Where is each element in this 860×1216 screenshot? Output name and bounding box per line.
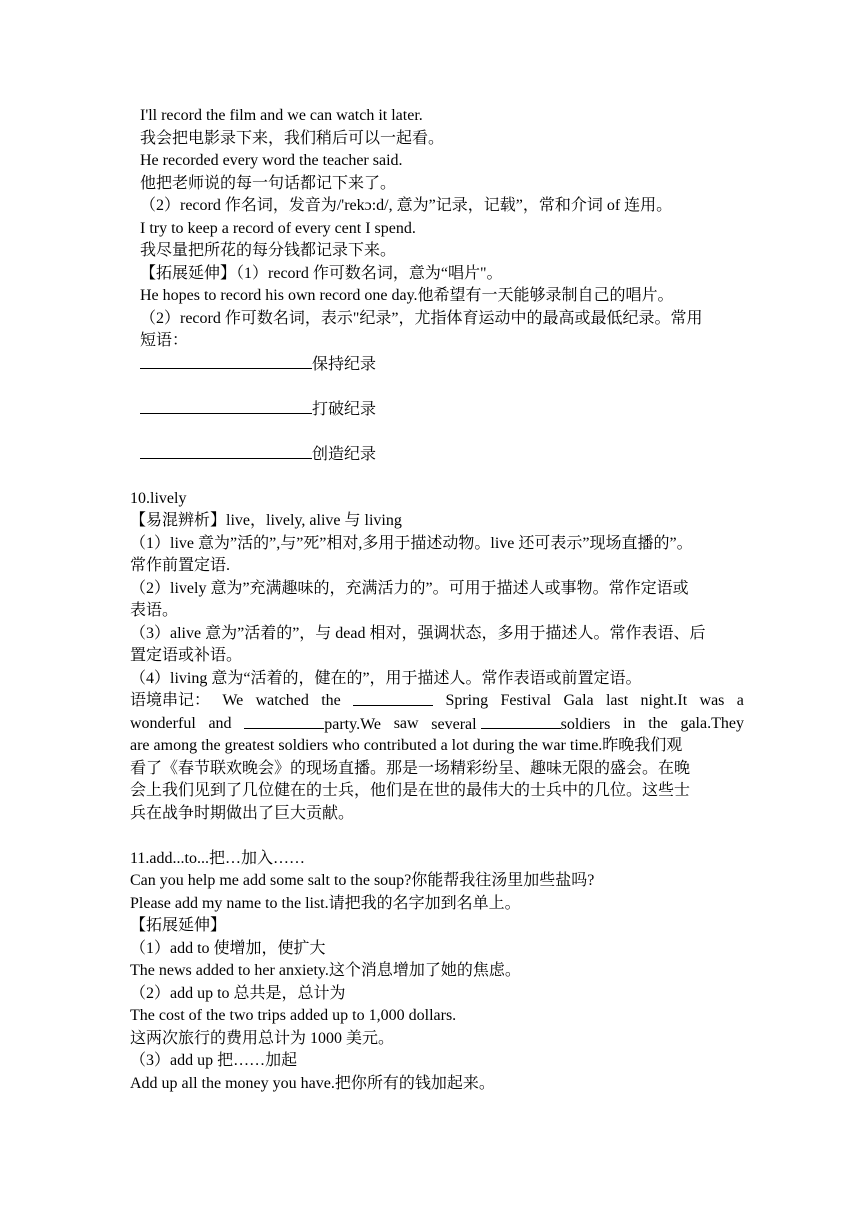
context-word: Spring xyxy=(445,692,489,709)
context-word: party.We xyxy=(324,716,382,733)
alive-note-line1: （3）alive 意为”活着的”，与 dead 相对，强调状态，多用于描述人。常作表语、后 xyxy=(130,625,706,642)
blank-word-group xyxy=(244,713,381,735)
context-word: a xyxy=(736,692,744,709)
confusion-analysis-line xyxy=(130,510,402,532)
context-word: Festival xyxy=(500,692,552,709)
fill-blank xyxy=(481,713,561,729)
extension-heading: 【拓展延伸】 xyxy=(140,265,237,282)
context-word: Gala xyxy=(563,692,594,709)
phrase-set-record xyxy=(140,443,376,465)
context-word: saw xyxy=(393,715,419,732)
context-line-3: are among the greatest soldiers who contributed a lot during the war time.昨晚我们观 xyxy=(130,737,683,754)
context-word: We xyxy=(222,692,244,709)
fill-blank xyxy=(353,690,433,706)
record-example-2-en: He recorded every word the teacher said. xyxy=(140,152,403,169)
add-up-to-item: （2）add up to 总共是，总计为 xyxy=(130,985,346,1002)
lively-note-line1: （2）lively 意为”充满趣味的，充满活力的”。可用于描述人或事物。常作定语或 xyxy=(130,580,689,597)
add-to-item: （1）add to 使增加，使扩大 xyxy=(130,940,326,957)
record-example-1-zh: 我会把电影录下来，我们稍后可以一起看。 xyxy=(140,130,445,147)
add-example-2: Please add my name to the list.请把我的名字加到名单上。 xyxy=(130,895,521,912)
lively-section-title: 10.lively xyxy=(130,490,187,507)
add-example-1: Can you help me add some salt to the soup?你能帮我往汤里加些盐吗? xyxy=(130,872,595,889)
context-word: last xyxy=(605,692,629,709)
phrase-keep-record xyxy=(140,353,376,375)
context-label: 语境串记： xyxy=(130,692,211,709)
phrase-break-record xyxy=(140,398,376,420)
add-to-example: The news added to her anxiety.这个消息增加了她的焦虑。 xyxy=(130,962,521,979)
context-word: and xyxy=(208,715,232,732)
context-word: in xyxy=(623,715,636,732)
record-extension-1 xyxy=(140,263,503,285)
record-noun-note: （2）record 作名词，发音为/'rekɔ:d/, 意为”记录，记载”，常和介词 of 连用。 xyxy=(140,197,673,214)
phrase-label: 保持纪录 xyxy=(312,356,377,373)
record-extension-2-line1: （2）record 作可数名词，表示"纪录”，尤指体育运动中的最高或最低纪录。常用 xyxy=(140,310,703,327)
add-up-to-example-zh: 这两次旅行的费用总计为 1000 美元。 xyxy=(130,1030,395,1047)
live-note-line2: 常作前置定语. xyxy=(130,557,231,574)
fill-blank xyxy=(140,353,312,369)
record-example-3-en: I try to keep a record of every cent I spend. xyxy=(140,220,416,237)
confusion-words: live，lively, alive 与 living xyxy=(226,512,402,529)
lively-note-line2: 表语。 xyxy=(130,602,179,619)
add-up-example: Add up all the money you have.把你所有的钱加起来。 xyxy=(130,1075,495,1092)
fill-blank xyxy=(244,713,324,729)
context-word: was xyxy=(699,692,725,709)
context-word: night.It xyxy=(640,692,688,709)
phrase-label: 创造纪录 xyxy=(312,446,377,463)
context-word: several xyxy=(431,716,477,733)
add-extension-heading: 【拓展延伸】 xyxy=(130,917,227,934)
context-word: soldiers xyxy=(560,716,611,733)
context-word: the xyxy=(321,692,341,709)
add-up-item: （3）add up 把……加起 xyxy=(130,1052,298,1069)
record-example-1-en: I'll record the film and we can watch it later. xyxy=(140,107,423,124)
context-line-4: 看了《春节联欢晚会》的现场直播。那是一场精彩纷呈、趣味无限的盛会。在晚 xyxy=(130,760,691,777)
record-example-4: He hopes to record his own record one day.他希望有一天能够录制自己的唱片。 xyxy=(140,287,674,304)
context-word: watched xyxy=(255,692,309,709)
context-line-6: 兵在战争时期做出了巨大贡献。 xyxy=(130,805,355,822)
blank-word-group xyxy=(431,713,610,735)
record-example-2-zh: 他把老师说的每一句话都记下来了。 xyxy=(140,175,397,192)
fill-blank xyxy=(140,443,312,459)
context-word: the xyxy=(648,715,668,732)
record-example-3-zh: 我尽量把所花的每分钱都记录下来。 xyxy=(140,242,397,259)
add-section-title: 11.add...to...把…加入…… xyxy=(130,850,305,867)
context-word: gala.They xyxy=(680,715,744,732)
living-note: （4）living 意为“活着的，健在的”，用于描述人。常作表语或前置定语。 xyxy=(130,670,642,687)
extension-item-1: （1）record 作可数名词，意为“唱片"。 xyxy=(236,265,503,282)
context-line-5: 会上我们见到了几位健在的士兵，他们是在世的最伟大的士兵中的几位。这些士 xyxy=(130,782,691,799)
context-word: wonderful xyxy=(130,715,196,732)
phrase-label: 打破纪录 xyxy=(312,401,377,418)
context-line-1 xyxy=(130,690,744,712)
live-note-line1: （1）live 意为”活的”,与”死”相对,多用于描述动物。live 还可表示”现场直播的”。 xyxy=(130,535,693,552)
record-extension-2-line2: 短语： xyxy=(140,332,189,349)
alive-note-line2: 置定语或补语。 xyxy=(130,647,243,664)
fill-blank xyxy=(140,398,312,414)
confusion-heading: 【易混辨析】 xyxy=(130,512,227,529)
add-up-to-example-en: The cost of the two trips added up to 1,000 dollars. xyxy=(130,1007,457,1024)
context-line-2 xyxy=(130,713,744,735)
